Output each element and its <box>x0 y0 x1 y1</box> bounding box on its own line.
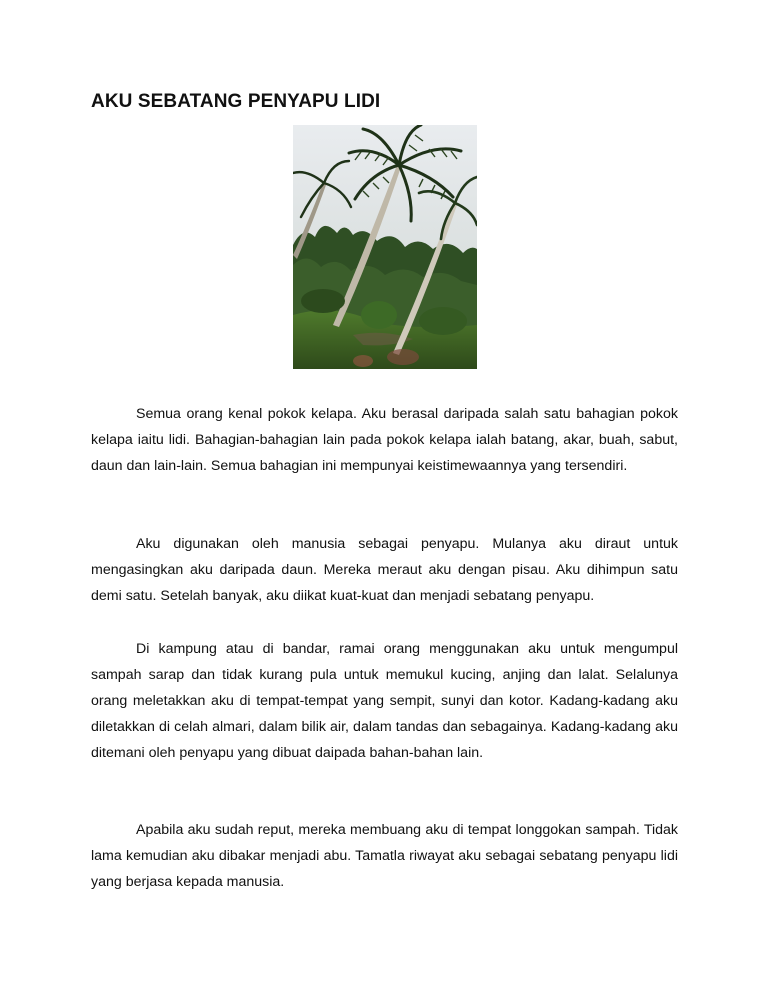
paragraph-1: Semua orang kenal pokok kelapa. Aku berasal daripada salah satu bahagian pokok kelapa iaitu lidi. Bahagian-bahagian lain pada pokok kelapa ialah batang, akar, buah, sabut, daun dan lain-lain. Semua bahagian ini mempunyai keistimewaannya yang tersendiri. <box>91 406 678 474</box>
coconut-palm-photo <box>293 125 477 369</box>
paragraph-4: Apabila aku sudah reput, mereka membuang aku di tempat longgokan sampah. Tidak lama kemudian aku dibakar menjadi abu. Tamatla riwayat aku sebagai sebatang penyapu lidi yang berjasa kepada manusia. <box>91 822 678 890</box>
paragraph-3: Di kampung atau di bandar, ramai orang menggunakan aku untuk mengumpul sampah sarap dan tidak kurang pula untuk memukul kucing, anjing dan lalat. Selalunya orang meletakkan aku di tempat-tempat yang sempit, sunyi dan kotor. Kadang-kadang aku diletakkan di celah almari, dalam bilik air, dalam tandas dan sebagainya. Kadang-kadang aku ditemani oleh penyapu yang dibuat daipada bahan-bahan lain. <box>91 641 678 761</box>
document-title: AKU SEBATANG PENYAPU LIDI <box>91 91 381 112</box>
paragraph-2: Aku digunakan oleh manusia sebagai penyapu. Mulanya aku diraut untuk mengasingkan aku daripada daun. Mereka meraut aku dengan pisau. Aku dihimpun satu demi satu. Setelah banyak, aku diikat kuat-kuat dan menjadi sebatang penyapu. <box>91 536 678 604</box>
